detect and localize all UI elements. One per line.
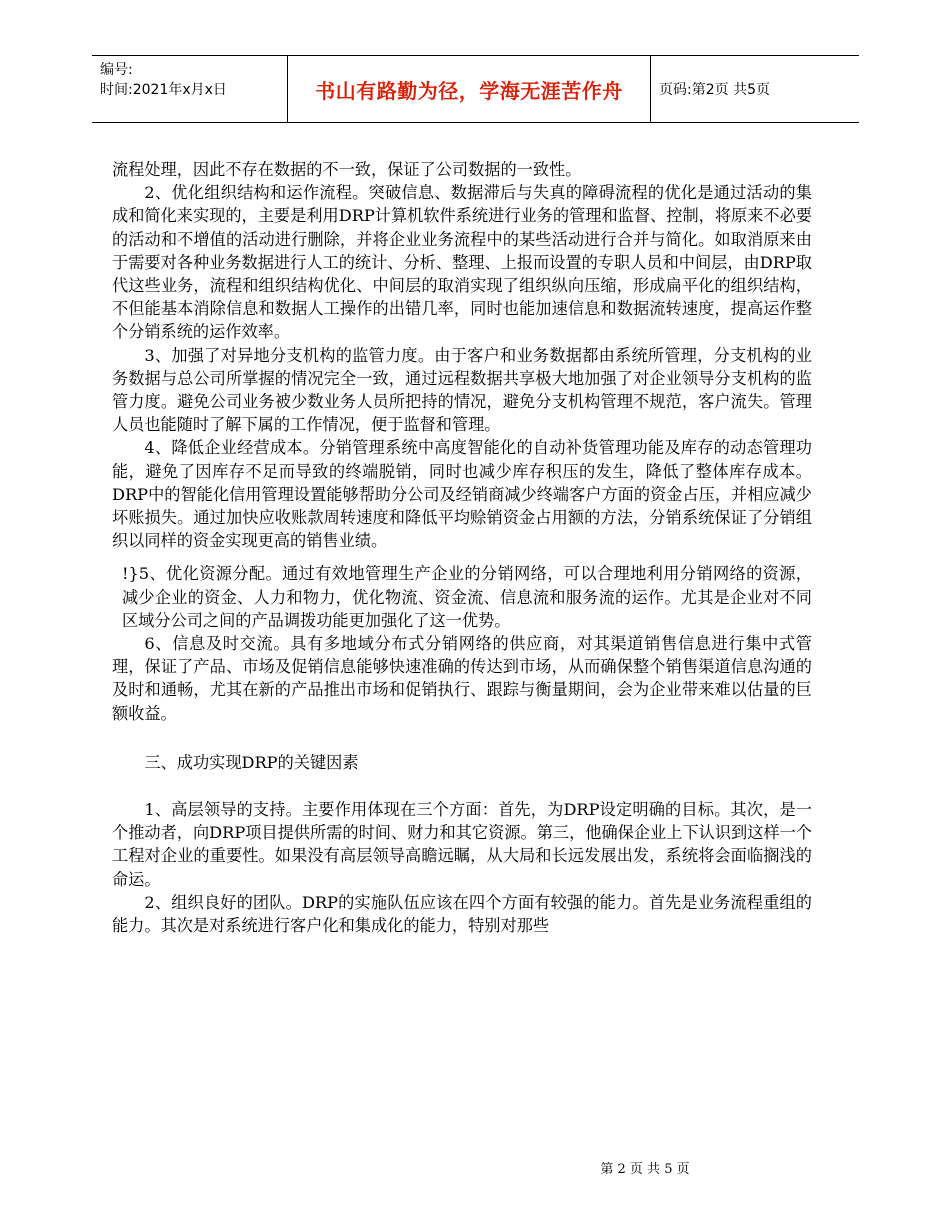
page-header <box>92 55 859 123</box>
paragraph-point-3: 3、加强了对异地分支机构的监管力度。由于客户和业务数据都由系统所管理，分支机构的业务数据与总公司所掌握的情况完全一致，通过远程数据共享极大地加强了对企业领导分支机构的监管力度。避免公司业务被少数业务人员所把持的情况，避免分支机构管理不规范，客户流失。管理人员也能随时了解下属的工作情况，便于监督和管理。 <box>112 345 812 435</box>
document-number-label: 编号: <box>100 62 133 78</box>
document-body <box>112 158 812 937</box>
paragraph-point-5: !}5、优化资源分配。通过有效地管理生产企业的分销网络，可以合理地利用分销网络的资源，减少企业的资金、人力和物力，优化物流、资金流、信息流和服务流的运作。尤其是企业对不同区域分公司之间的产品调拨功能更加强化了这一优势。 <box>122 564 812 630</box>
header-motto: 书山有路勤为径，学海无涯苦作舟 <box>315 78 623 103</box>
paragraph-point-6: 6、信息及时交流。具有多地域分布式分销网络的供应商，对其渠道销售信息进行集中式管理，保证了产品、市场及促销信息能够快速准确的传达到市场，从而确保整个销售渠道信息沟通的及时和通畅，尤其在新的产品推出市场和促销执行、跟踪与衡量期间，会为企业带来难以估量的巨额收益。 <box>112 634 812 723</box>
paragraph-point-2: 2、优化组织结构和运作流程。突破信息、数据滞后与失真的障碍流程的优化是通过活动的集成和简化来实现的，主要是利用DRP计算机软件系统进行业务的管理和监督、控制，将原来不必要的活动和不增值的活动进行删除，并将企业业务流程中的某些活动进行合并与简化。如取消原来由于需要对各种业务数据进行人工的统计、分析、整理、上报而设置的专职人员和中间层，由DRP取代这些业务，流程和组织结构优化、中间层的取消实现了组织纵向压缩，形成扁平化的组织结构，不但能基本消除信息和数据人工操作的出错几率，同时也能加速信息和数据流转速度，提高运作整个分销系统的运作效率。 <box>112 183 812 342</box>
paragraph-factor-2: 2、组织良好的团队。DRP的实施队伍应该在四个方面有较强的能力。首先是业务流程重组的能力。其次是对系统进行客户化和集成化的能力，特别对那些 <box>112 892 812 936</box>
header-motto-cell <box>287 56 651 122</box>
footer-page-number: 第 2 页 共 5 页 <box>600 1162 690 1177</box>
paragraph-continuation: 流程处理，因此不存在数据的不一致，保证了公司数据的一致性。 <box>112 160 582 179</box>
paragraph-factor-1: 1、高层领导的支持。主要作用体现在三个方面：首先，为DRP设定明确的目标。其次，是一个推动者，向DRP项目提供所需的时间、财力和其它资源。第三，他确保企业上下认识到这样一个工程对企业的重要性。如果没有高层领导高瞻远瞩，从大局和长远发展出发，系统将会面临搁浅的命运。 <box>112 800 812 889</box>
header-meta <box>92 56 287 122</box>
page-footer <box>0 1158 950 1177</box>
header-page-info: 页码:第2页 共5页 <box>659 82 770 98</box>
document-time-label: 时间:2021年x月x日 <box>100 82 227 98</box>
paragraph-point-4: 4、降低企业经营成本。分销管理系统中高度智能化的自动补货管理功能及库存的动态管理功能，避免了因库存不足而导致的终端脱销，同时也减少库存积压的发生，降低了整体库存成本。DRP中的智能化信用管理设置能够帮助分公司及经销商减少终端客户方面的资金占压，并相应减少坏账损失。通过加快应收账款周转速度和降低平均赊销资金占用额的方法，分销系统保证了分销组织以同样的资金实现更高的销售业绩。 <box>112 438 812 551</box>
section-heading: 三、成功实现DRP的关键因素 <box>144 752 359 772</box>
header-page-info-cell <box>649 56 859 122</box>
